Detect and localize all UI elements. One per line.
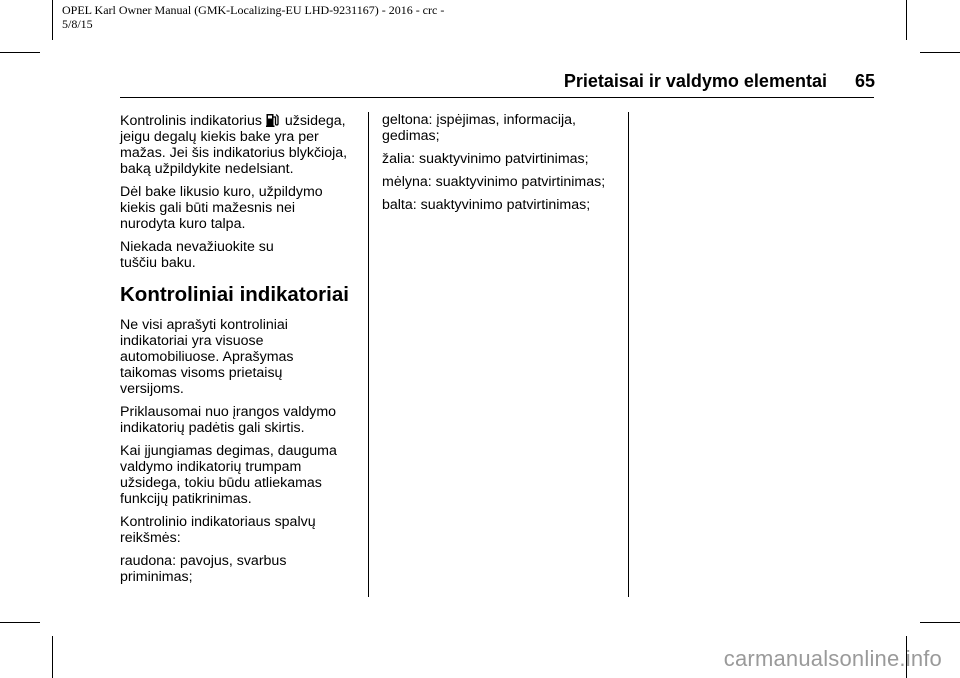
colour-red-item: raudona: pavojus, svarbus priminimas;: [120, 553, 287, 585]
empty-tank-paragraph: Niekada nevažiuokite su tuščiu baku.: [120, 239, 274, 271]
print-header: [62, 3, 444, 31]
crop-mark-top-right-h: [920, 52, 960, 53]
column-divider-2: [628, 112, 629, 597]
column-2: [382, 112, 620, 220]
crop-mark-top-right: [906, 0, 907, 40]
page-title: Prietaisai ir valdymo elementai: [563, 71, 827, 91]
indicators-intro-paragraph: Ne visi aprašyti kontroliniai indikatoriai yra visuose automobiliuose. Aprašymas taikomas visoms prietaisų versijoms.: [120, 317, 294, 397]
fuel-warning-lead: Kontrolinis indikatorius: [120, 113, 262, 129]
section-heading: Kontroliniai indikatoriai: [120, 283, 349, 306]
colour-white-item: balta: suaktyvinimo patvirtinimas;: [382, 197, 591, 213]
indicators-position-paragraph: Priklausomai nuo įrangos valdymo indikatorių padėtis gali skirtis.: [120, 404, 337, 436]
colour-yellow-item: geltona: įspėjimas, informacija, gedimas;: [382, 112, 576, 144]
print-header-line-1: OPEL Karl Owner Manual (GMK-Localizing-EU LHD-9231167) - 2016 - crc -: [62, 3, 445, 17]
fuel-capacity-paragraph: Dėl bake likusio kuro, užpildymo kiekis gali būti mažesnis nei nurodyta kuro talpa.: [120, 184, 323, 232]
watermark: carmanualsonline.info: [723, 646, 942, 671]
colour-blue-item: mėlyna: suaktyvinimo patvirtinimas;: [382, 174, 606, 190]
column-1: [120, 112, 358, 592]
crop-mark-bottom-left: [52, 636, 53, 678]
ignition-check-paragraph: Kai įjungiamas degimas, dauguma valdymo indikatorių trumpam užsidega, tokiu būdu atliekamas funkcijų patikrinimas.: [120, 443, 337, 507]
print-header-line-2: 5/8/15: [62, 17, 93, 31]
crop-mark-bottom-right-h: [920, 622, 960, 623]
colour-green-item: žalia: suaktyvinimo patvirtinimas;: [382, 151, 589, 167]
fuel-pump-icon: [266, 112, 279, 127]
header-rule: [120, 97, 874, 98]
page-header: [564, 71, 875, 92]
crop-mark-top-left-h: [0, 52, 40, 53]
page-number: 65: [854, 71, 875, 91]
fuel-warning-text: užsidega, jeigu degalų kiekis bake yra per mažas. Jei šis indikatorius blykčioja, baką užpildykite nedelsiant.: [120, 113, 348, 177]
crop-mark-bottom-left-h: [0, 622, 40, 623]
fuel-warning-paragraph: [120, 112, 358, 177]
colour-meaning-paragraph: Kontrolinio indikatoriaus spalvų reikšmės:: [120, 514, 316, 546]
crop-mark-top-left: [52, 0, 53, 40]
column-divider-1: [368, 112, 369, 597]
